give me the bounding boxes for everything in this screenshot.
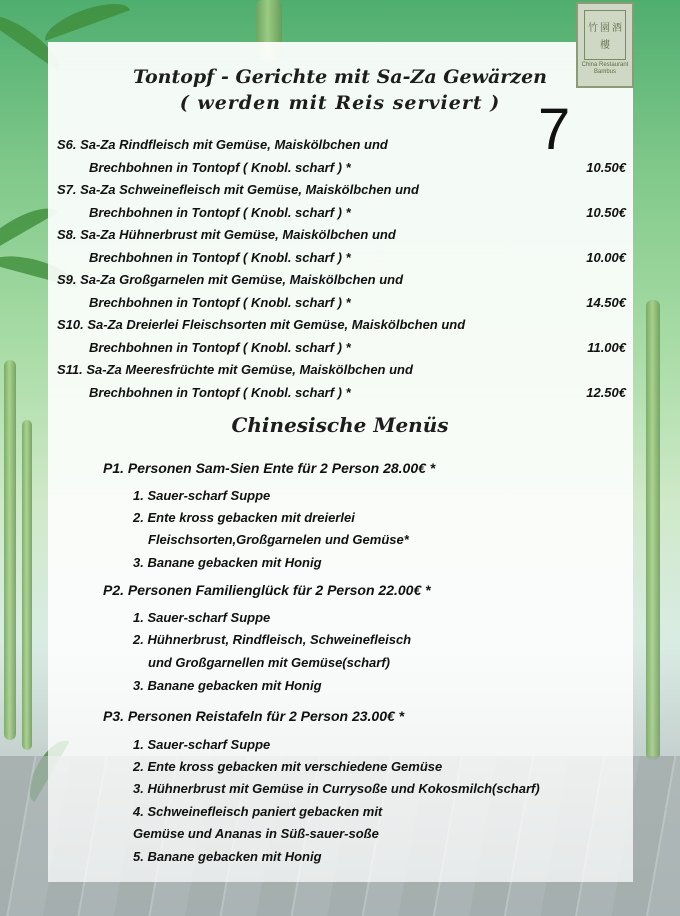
- bamboo-stalk-decoration: [646, 300, 660, 760]
- dish-line: S8. Sa-Za Hühnerbrust mit Gemüse, Maiskölbchen und: [57, 227, 396, 242]
- dish-line: Brechbohnen in Tontopf ( Knobl. scharf ) *: [89, 295, 351, 310]
- dish-price: 10.50€: [586, 160, 626, 175]
- bamboo-stalk-decoration: [22, 420, 32, 750]
- menu-course: 1. Sauer-scharf Suppe: [133, 737, 271, 752]
- page-number: 7: [538, 97, 571, 162]
- dish-line: Brechbohnen in Tontopf ( Knobl. scharf ) *: [89, 385, 351, 400]
- menu-course: 3. Banane gebacken mit Honig: [133, 555, 322, 570]
- section-title: Tontopf - Gerichte mit Sa-Za Gewärzen: [133, 66, 547, 88]
- section-subtitle: ( werden mit Reis serviert ): [179, 92, 501, 114]
- dish-price: 10.00€: [586, 250, 626, 265]
- dish-line: S11. Sa-Za Meeresfrüchte mit Gemüse, Maiskölbchen und: [57, 362, 413, 377]
- dish-line: S7. Sa-Za Schweinefleisch mit Gemüse, Maiskölbchen und: [57, 182, 419, 197]
- menu-course: 2. Ente kross gebacken mit verschiedene Gemüse: [133, 759, 443, 774]
- menu-course: 3. Hühnerbrust mit Gemüse in Currysoße und Kokosmilch(scharf): [133, 781, 540, 796]
- menu-course: 5. Banane gebacken mit Honig: [133, 849, 322, 864]
- menu-course: 3. Banane gebacken mit Honig: [133, 678, 322, 693]
- logo-text: China Restaurant Bambus: [581, 62, 629, 75]
- dish-price: 12.50€: [586, 385, 626, 400]
- menu-course: Fleischsorten,Großgarnelen und Gemüse*: [148, 532, 409, 547]
- menu-course: und Großgarnellen mit Gemüse(scharf): [148, 655, 390, 670]
- menu-course: 2. Hühnerbrust, Rindfleisch, Schweinefleisch: [133, 632, 412, 647]
- menu-heading: P1. Personen Sam-Sien Ente für 2 Person 28.00€ *: [103, 460, 436, 476]
- menu-heading: P3. Personen Reistafeln für 2 Person 23.00€ *: [103, 708, 405, 724]
- dish-price: 11.00€: [587, 340, 626, 355]
- menus-title: Chinesische Menüs: [231, 413, 449, 437]
- menu-course: 1. Sauer-scharf Suppe: [133, 488, 271, 503]
- bamboo-leaf-decoration: [40, 0, 130, 41]
- menu-heading: P2. Personen Familienglück für 2 Person 22.00€ *: [103, 582, 431, 598]
- dish-price: 14.50€: [586, 295, 626, 310]
- menu-course: Gemüse und Ananas in Süß-sauer-soße: [133, 826, 379, 841]
- logo-chinese-characters: 竹 園 酒 樓: [584, 10, 626, 60]
- dish-line: Brechbohnen in Tontopf ( Knobl. scharf ) *: [89, 160, 351, 175]
- dish-line: S10. Sa-Za Dreierlei Fleischsorten mit Gemüse, Maiskölbchen und: [57, 317, 466, 332]
- menu-course: 1. Sauer-scharf Suppe: [133, 610, 271, 625]
- dish-line: Brechbohnen in Tontopf ( Knobl. scharf ) *: [89, 205, 351, 220]
- dish-line: S6. Sa-Za Rindfleisch mit Gemüse, Maiskölbchen und: [57, 137, 388, 152]
- menu-course: 4. Schweinefleisch paniert gebacken mit: [133, 804, 383, 819]
- dish-line: Brechbohnen in Tontopf ( Knobl. scharf ) *: [89, 250, 351, 265]
- dish-price: 10.50€: [586, 205, 626, 220]
- dish-line: Brechbohnen in Tontopf ( Knobl. scharf ) *: [89, 340, 351, 355]
- dish-line: S9. Sa-Za Großgarnelen mit Gemüse, Maiskölbchen und: [57, 272, 404, 287]
- menu-course: 2. Ente kross gebacken mit dreierlei: [133, 510, 355, 525]
